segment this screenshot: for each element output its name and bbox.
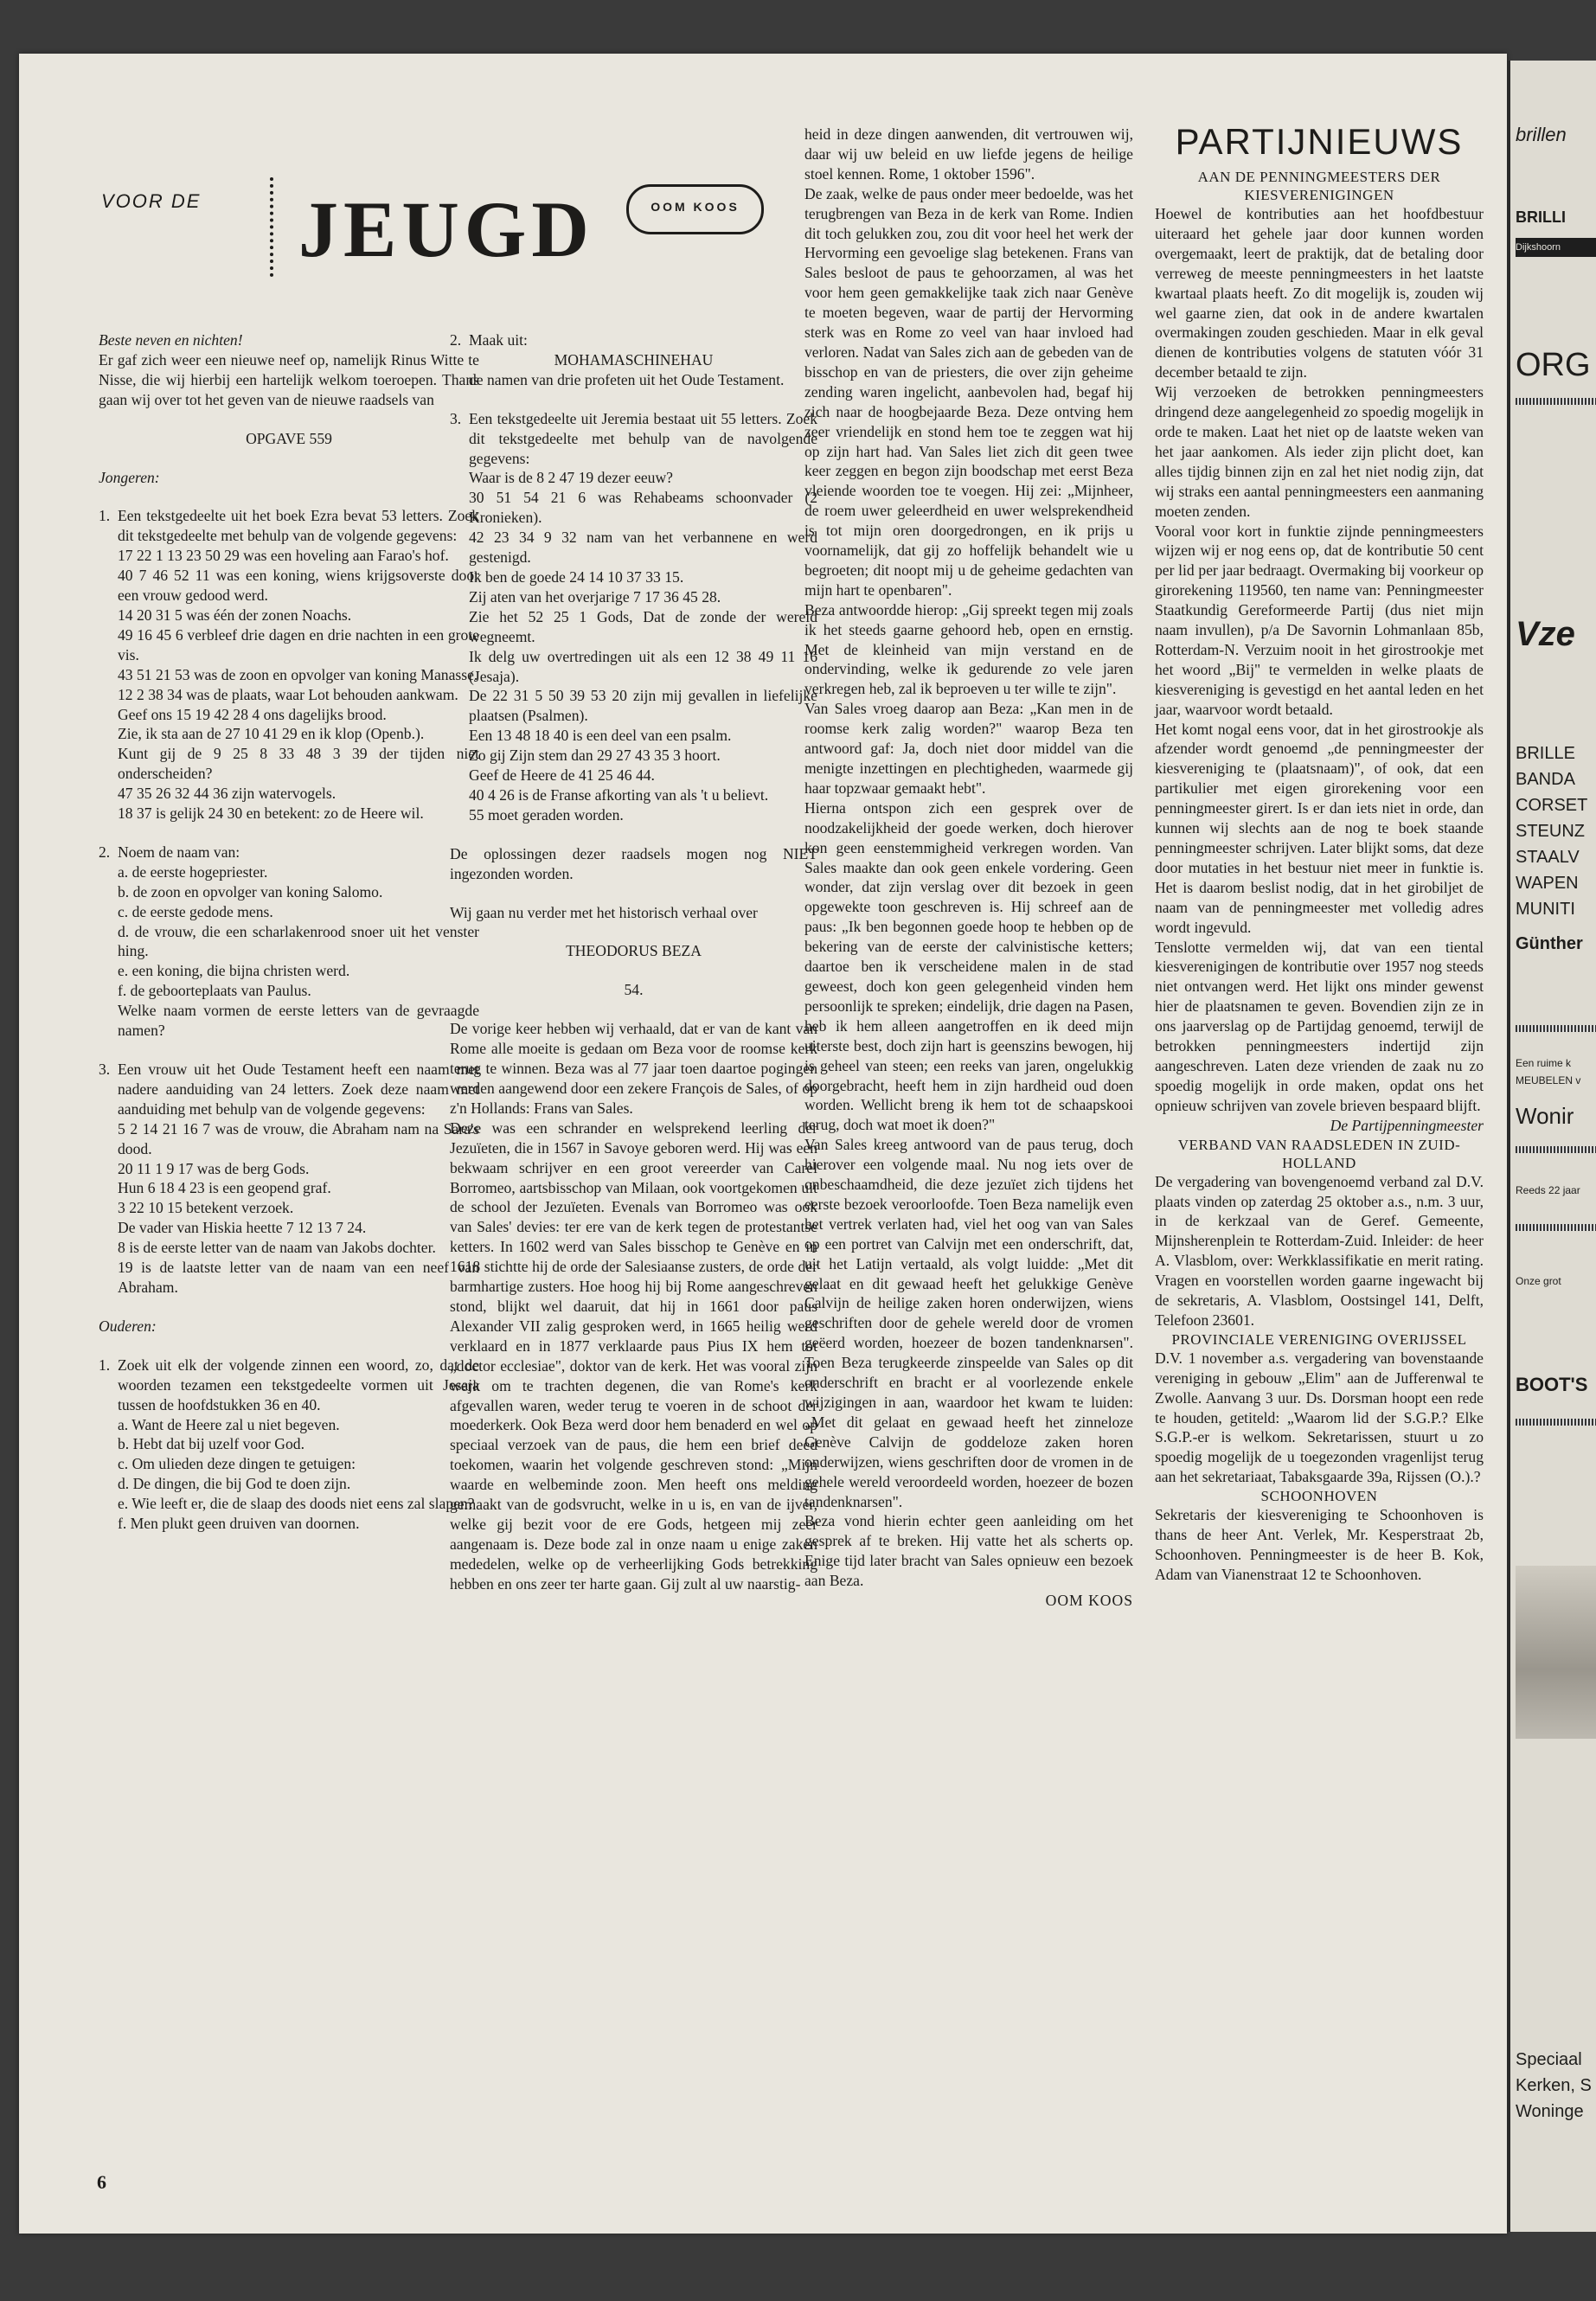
spacer [99, 487, 479, 506]
strip-text: STAALV [1516, 848, 1580, 867]
strip-text: BOOT'S [1516, 1375, 1588, 1394]
item-number: 3. [450, 409, 462, 427]
text-paragraph: 47 35 26 32 44 36 zijn watervogels. [118, 785, 337, 803]
text-paragraph: Geef de Heere de 41 25 46 44. [469, 766, 655, 785]
text-paragraph: c. de eerste gedode mens. [118, 902, 273, 920]
item-text: Een tekstgedeelte uit Jeremia bestaat uit 55 letters. Zoek dit tekstgedeelte met behulp van de navolgende gegevens: [469, 409, 817, 467]
text-paragraph: 17 22 1 13 23 50 29 was een hoveling aan Farao's hof. [118, 547, 449, 565]
text-paragraph: PROVINCIALE VERENIGING OVERIJSSEL [1171, 1330, 1467, 1348]
text-paragraph: Waar is de 8 2 47 19 dezer eeuw? [469, 469, 673, 487]
spacer [99, 1298, 479, 1317]
text-paragraph: a. Want de Heere zal u niet begeven. [118, 1415, 340, 1433]
text-paragraph: Beste neven en nichten! [99, 331, 243, 349]
text-paragraph: Het komt nogal eens voor, dat in het girostrookje als afzender wordt genoemd „de penningmeester der kiesvereniging te (plaatsnaam)", of ook, dat een partikulier met eigen girorekening voor een penningmeester girert. Is er dan iets niet in orde, dan kunnen wij slechts aan de nog te boek staande penningmeester schrijven. Later blijkt soms, dat deze door mutaties in het bestuur niet meer in funktie is. Het is daarom beslist nodig, dat in het girobiljet de naam van de penningmeester met volledig adres wordt ingevuld. [1155, 720, 1484, 936]
strip-text: BRILLI [1516, 208, 1566, 226]
column-1 [99, 330, 479, 1534]
strip-text: MUNITI [1516, 900, 1575, 919]
text-paragraph: MOHAMASCHINEHAU [554, 350, 714, 369]
strip-text: Woninge [1516, 2102, 1584, 2121]
spacer [99, 824, 479, 843]
text-paragraph: De oplossingen dezer raadsels mogen nog NIET ingezonden worden. [450, 844, 817, 882]
text-paragraph: heid in deze dingen aanwenden, dit vertrouwen wij, daar wij uw beleid en uw liefde jegens de heilige stoel kennen. Rome, 1 oktober 1596". [804, 125, 1133, 183]
strip-text: WAPEN [1516, 874, 1579, 893]
item-number: 1. [99, 1356, 111, 1374]
text-paragraph: b. Hebt dat bij uzelf voor God. [118, 1435, 304, 1453]
text-paragraph: Zie het 52 25 1 Gods, Dat de zonde der wereld wegneemt. [469, 607, 817, 645]
strip-rule [1516, 1419, 1596, 1426]
text-paragraph: 18 37 is gelijk 24 30 en betekent: zo de Heere wil. [118, 804, 424, 823]
adjacent-page-strip [1507, 61, 1596, 2232]
text-paragraph: De vorige keer hebben wij verhaald, dat er van de kant van Rome alle moeite is gedaan om Beza voor de roomse kerk terug te winnen. Beza was al 77 jaar toen daartoe pogingen werden aangewend door een zekere François de Sales, of op z'n Hollands: Frans van Sales. [450, 1020, 817, 1117]
text-paragraph: Kunt gij de 9 25 8 33 48 3 39 der tijden niet onderscheiden? [118, 745, 479, 783]
text-paragraph: 12 2 38 34 was de plaats, waar Lot behouden aankwam. [118, 685, 458, 703]
text-paragraph: Zo gij Zijn stem dan 29 27 43 35 3 hoort. [469, 747, 721, 765]
text-paragraph: c. Om ulieden deze dingen te getuigen: [118, 1455, 356, 1473]
spacer [99, 410, 479, 429]
strip-text: Vze [1516, 615, 1575, 653]
text-paragraph: 49 16 45 6 verbleef drie dagen en drie nachten in een grote vis. [118, 625, 479, 663]
strip-text: Dijkshoorn [1516, 238, 1596, 257]
spacer [99, 449, 479, 468]
header-voor-de: VOOR DE [101, 190, 202, 212]
text-paragraph: 5 2 14 21 16 7 was de vrouw, die Abraham nam na Sara's dood. [118, 1119, 479, 1157]
item-number: 3. [99, 1061, 111, 1078]
text-paragraph: 55 moet geraden worden. [469, 805, 624, 824]
strip-text: CORSET [1516, 796, 1588, 815]
author-badge: OOM KOOS [626, 184, 764, 234]
text-paragraph: De zaak, welke de paus onder meer bedoelde, was het terugbrengen van Beza in de kerk van Rome. Indien dit toch gelukken zou, zou dit voor heel het werk der Hervorming een gevoelige slag betekenen. Frans van Sales besloot de paus te gehoorzamen, al was het voor hem geen gemakkelijke taak zich naar Genève te moeten begeven, waar de partij der Hervorming sterk was en Rome zo veel van haar invloed had verloren. Nadat van Sales zich aan de gebeden van de bisschop en van de priesters, die over zijn geheime zending waren ingelicht, aanbevolen had, begaf hij zich naar de hoogbejaarde Beza. Deze ontving hem zeer vriendelijk en stond hem toe te zeggen wat hij op zijn hart had. Van Sales liet zich dit geen twee keer zeggen en begon zijn boodschap met eerst Beza vleiende woorden toe te voegen. Hij zei: „Mijnheer, de roem uwer geleerdheid en uwer welsprekendheid is tot mijn oren doorgedrongen, en ik prijs u voornamelijk, dat gij zo hoffelijk behandelt wie u begroeten; dit noopt mij u de geheime gedachten van mijn hart te openbaren". [804, 184, 1133, 599]
text-paragraph: OPGAVE 559 [246, 429, 332, 447]
text-paragraph: D.V. 1 november a.s. vergadering van bovenstaande vereniging in gebouw „Elim" aan de Jufferenwal te Zwolle. Aanvang 3 uur. Ds. Dorsman hoopt een rede te houden, getiteld: „Waarom lid der S.G.P.? Elke S.G.P.-er is welkom. Sekretarissen, stuurt u zo spoedig mogelijk de u toegezonden vragenlijst terug aan het sekretariaat, Tabaksgaarde 39a, Rijssen (O.).? [1155, 1349, 1484, 1486]
text-paragraph: De vergadering van bovengenoemd verband zal D.V. plaats vinden op zaterdag 25 oktober a.s., n.m. 3 uur, in de kerkzaal van de Geref. Gemeente, Mijnsherenplein te Rotterdam-Zuid. Inleider: de heer A. Vlasblom, over: Werkklassifikatie en merit rating. Vragen en voorstellen worden gaarne ingewacht bij de sekretaris, A. Vlasblom, Oostsingel 141, Delft, Telefoon 23601. [1155, 1172, 1484, 1329]
text-paragraph: 20 11 1 9 17 was de berg Gods. [118, 1159, 310, 1177]
text-paragraph: 3 22 10 15 betekent verzoek. [118, 1199, 294, 1217]
text-paragraph: VERBAND VAN RAADSLEDEN IN ZUID-HOLLAND [1177, 1136, 1461, 1171]
strip-text: Günther [1516, 934, 1583, 953]
strip-text: Reeds 22 jaar [1516, 1184, 1580, 1196]
strip-text: BANDA [1516, 770, 1575, 789]
strip-text: Een ruime k [1516, 1057, 1572, 1069]
text-paragraph: Wij gaan nu verder met het historisch verhaal over [450, 903, 758, 921]
text-paragraph: 19 is de laatste letter van de naam van een neef van Abraham. [118, 1259, 479, 1296]
text-paragraph: Deze was een schrander en welsprekend leerling der Jezuïeten, die in 1567 in Savoye geboren werd. Hij was een bekwaam schrijver en een groot vereerder van Carel Borromeo, aartsbisschop van Milaan, ook voortgekomen uit de school der Jezuïeten. Evenals van Borromeo was ook van Sales' devies: ter ere van de kerk tegen de protestantse ketters. In 1602 werd van Sales bisschop te Genève en in 1618 stichtte hij de orde der Salesiaanse zusters, de orde der barmhartige zusters. Hoe hoog hij bij Rome aangeschreven stond, blijkt wel daaruit, dat hij in 1661 door paus Alexander VII zalig gesproken werd, in 1665 heilig werd verklaard en in 1877 verklaarde paus Pius IX hem tot „doctor ecclesiae", doktor van de kerk. Het was vooral zijn werk om te trachten degenen, die van Rome's kerk afgevallen waren, weder terug te voeren in de schoot der moederkerk. Ook Beza werd door hem benaderd en wel op speciaal verzoek van de paus, die hem een brief deed toekomen, waarin het volgende geschreven stond: „Mijn waarde en welbeminde zoon. Men heeft ons melding gemaakt van de godsvrucht, welke in u is, en van de ijver, welke gij bezit voor de ere Gods, hetgeen mij zeer aangenaam is. Deze bode zal in onze naam u enige zaken mededelen, welke op de verheerlijking Gods betrekking hebben en ons zeer ter harte gaan. Gij zult al uw naarstig- [450, 1118, 817, 1593]
item-text: Een tekstgedeelte uit het boek Ezra bevat 53 letters. Zoek dit tekstgedeelte met behulp van de volgende gegevens: [118, 507, 479, 545]
strip-text: ORG [1516, 347, 1591, 383]
text-paragraph: OOM KOOS [1045, 1592, 1133, 1610]
spacer [450, 961, 817, 980]
text-paragraph: e. Wie leeft er, die de slaap des doods niet eens zal slapen? [118, 1495, 475, 1513]
strip-rule [1516, 1025, 1596, 1032]
text-paragraph [99, 1060, 479, 1119]
text-paragraph: SCHOONHOVEN [1260, 1488, 1378, 1505]
text-paragraph: Jongeren: [99, 468, 160, 486]
strip-text: MEUBELEN v [1516, 1074, 1581, 1086]
text-paragraph: 30 51 54 21 6 was Rehabeams schoonvader (2 Kronieken). [469, 489, 817, 527]
spacer [450, 884, 817, 903]
strip-text: Onze grot [1516, 1275, 1561, 1287]
text-paragraph: 40 7 46 52 11 was een koning, wiens krijgsoverste door een vrouw gedood werd. [118, 567, 479, 605]
text-paragraph: b. de zoon en opvolger van koning Salomo. [118, 882, 383, 901]
header-dotted-divider [270, 177, 273, 277]
page-number: 6 [97, 2171, 106, 2193]
item-number: 1. [99, 507, 111, 525]
spacer [99, 1041, 479, 1060]
text-paragraph: e. een koning, die bijna christen werd. [118, 962, 350, 980]
text-paragraph: Welke naam vormen de eerste letters van de gevraagde namen? [118, 1002, 479, 1040]
text-paragraph: 42 23 34 9 32 nam van het verbannene en werd gestenigd. [469, 529, 817, 567]
column-4 [1155, 121, 1484, 1585]
text-paragraph: a. de eerste hogepriester. [118, 862, 268, 881]
strip-rule [1516, 1224, 1596, 1231]
text-paragraph: f. de geboorteplaats van Paulus. [118, 982, 311, 1000]
text-paragraph: Tenslotte vermelden wij, dat van een tiental kiesverenigingen de kontributie over 1957 nog steeds niet ontvangen werd. Het lijkt ons minder gewenst hier de plaatsnamen te geven. Bovendien zijn ze in ons jaarverslag op de Partijdag genoemd, terwijl de betrokken penningmeesters indertijd zijn aangeschreven. Laten deze vrienden de zaak nu zo spoedig mogelijk in orde maken, opdat ons het opnieuw schrijven van zovele brieven bespaard blijft. [1155, 938, 1484, 1114]
text-paragraph: De vader van Hiskia heette 7 12 13 7 24. [118, 1219, 367, 1237]
spacer [450, 922, 817, 941]
text-paragraph: De 22 31 5 50 39 53 20 zijn mij gevallen in liefelijke plaatsen (Psalmen). [469, 687, 817, 725]
text-paragraph [99, 1356, 479, 1415]
text-paragraph: 43 51 21 53 was de zoon en opvolger van koning Manasse. [118, 665, 478, 683]
text-paragraph: Zie, ik sta aan de 27 10 41 29 en ik klop (Openb.). [118, 725, 425, 743]
text-paragraph: 54. [624, 981, 644, 999]
spacer [450, 825, 817, 844]
item-text: Maak uit: [469, 331, 528, 349]
text-paragraph: Wij verzoeken de betrokken penningmeesters dringend deze aangelegenheid zo spoedig mogelijk in orde te maken. Laat het niet op de laatste weken van het jaar aankomen. Als ieder zijn plicht doet, kan alles tijdig binnen zijn en zal het niet nodig zijn, dat wij straks een aantal penningmeesters een aanmaning moeten zenden. [1155, 383, 1484, 520]
text-paragraph: Van Sales kreeg antwoord van de paus terug, doch hierover een volgende maal. Nu nog iets over de onbeschaamdheid, die deze jezuïet zich tijdens het eerste bezoek veroorloofde. Toen Beza namelijk even het vertrek verlaten had, viel het oog van van Sales op een portret van Calvijn met een onderschrift, dat, uit het Latijn vertaald, als volgt luidde: „Met dit gelaat en dit gewaad heeft het gelukkige Genève Calvijn de heilige zaken horen onderwijzen, wiens geschriften door de gehele wereld door de vromen geëerd worden, hoezeer de bozen tandenknarsen". Toen Beza terugkeerde zinspeelde van Sales op dit onderschrift en bracht er al voorlezende enkele wijzigingen in aan, waardoor het kwam te luiden: „Met dit gelaat en gewaad heeft het zinneloze Genève Calvijn de goddeloze zaken horen onderwijzen, wiens geschriften door de vromen in de gehele wereld veroordeeld worden, hoezeer de bozen tandenknarsen". [804, 1136, 1133, 1510]
text-paragraph [450, 409, 817, 469]
text-paragraph: Beza antwoordde hierop: „Gij spreekt tegen mij zoals ik het steeds gaarne gehoord heb, open en ernstig. Met de kleinheid van mijn verstand en de ondervinding, welke ik gedurende zo vele jaren verkregen heb, zal ik beproeven u ter wille te zijn". [804, 600, 1133, 698]
text-paragraph: Vooral voor kort in funktie zijnde penningmeesters wijzen wij er nog eens op, dat de kontributie 50 cent per lid per jaar bedraagt. Overmaking bij voorkeur op girorekening 119560, ten name van: Penningmeester Staatkundig Gereformeerde Partij (dus niet mijn naam invullen), p/a De Savornin Lohmanlaan 85b, Rotterdam-N. Verzuim nooit in het girostrookje met het woord „Bij" te vermelden in welke plaats de kiesvereniging is gevestigd en het aantal leden en het jaar, waarvoor wordt betaald. [1155, 522, 1484, 718]
text-paragraph: Zij aten van het overjarige 7 17 36 45 28. [469, 587, 721, 606]
header-jeugd: JEUGD [298, 185, 594, 273]
text-paragraph: 14 20 31 5 was één der zonen Noachs. [118, 606, 352, 624]
text-paragraph: De Partijpenningmeester [1330, 1116, 1484, 1134]
item-text: Noem de naam van: [118, 843, 240, 861]
text-paragraph: Geef ons 15 19 42 28 4 ons dagelijks brood. [118, 705, 387, 723]
partijnieuws-body [1155, 168, 1484, 1585]
spacer [99, 1336, 479, 1356]
text-paragraph: Er gaf zich weer een nieuwe neef op, namelijk Rinus Witte te Nisse, die wij hierbij een hartelijk welkom toeroepen. Thans gaan wij over tot het geven van de nieuwe raadsels van [99, 350, 479, 408]
partijnieuws-title: PARTIJNIEUWS [1175, 121, 1464, 162]
text-paragraph [99, 843, 479, 862]
text-paragraph: Ouderen: [99, 1317, 157, 1335]
text-paragraph: AAN DE PENNINGMEESTERS DER KIESVERENIGINGEN [1197, 169, 1441, 203]
text-paragraph: Ik ben de goede 24 14 10 37 33 15. [469, 567, 684, 586]
text-paragraph: Hierna ontspon zich een gesprek over de noodzakelijkheid der goede werken, doch hierover kon geen eenstemmigheid verkregen worden. Van Sales maakte dan ook geen enkele vordering. Geen wonder, dat zijn verslag over dit bezoek in geen opgewekte toon geschreven is. Hij schreef aan de paus: „Ik ben begonnen goede hoop te hebben op de bekering van de eerste der calvinistische ketters; daartoe ben ik verscheidene malen in de stad geweest, doch kon geen gelegenheid vinden hem persoonlijk te spreken; eindelijk, drie dagen na Pasen, heb ik hem alleen aangetroffen en ik deed mijn uiterste best, doch zijn hart is geenszins bewogen, hij is geheel van steen; een reeks van jaren, ongelukkig doorgebracht, heeft hem in zijn hardheid oud doen worden. Wellicht breng ik hem tot de schaapskooi terug, doch wat moet ik doen?" [804, 798, 1133, 1134]
column-3 [804, 125, 1133, 1611]
strip-rule [1516, 1146, 1596, 1153]
text-paragraph [99, 506, 479, 546]
strip-rule [1516, 398, 1596, 405]
item-text: Zoek uit elk der volgende zinnen een woord, zo, dat de woorden tezamen een tekstgedeelte vormen uit Jesaja tussen de hoofdstukken 36 en 40. [118, 1356, 479, 1413]
text-paragraph [450, 330, 817, 350]
strip-text: Wonir [1516, 1103, 1574, 1129]
spacer [450, 1000, 817, 1019]
text-paragraph: de namen van drie profeten uit het Oude Testament. [469, 370, 785, 388]
column-2 [450, 330, 817, 1594]
text-paragraph: 8 is de eerste letter van de naam van Jakobs dochter. [118, 1239, 436, 1257]
text-paragraph: Van Sales vroeg daarop aan Beza: „Kan men in de roomse kerk zalig worden?" waarop Beza ten antwoord gaf: Ja, doch niet door middel van die menigte inzettingen en plechtigheden, waarmede gij haar topzwaar gemaakt hebt". [804, 700, 1133, 797]
text-paragraph: Een 13 48 18 40 is een deel van een psalm. [469, 727, 732, 745]
spacer [450, 390, 817, 409]
text-paragraph: Beza vond hierin echter geen aanleiding om het gesprek af te breken. Hij vatte het als scherts op. Enige tijd later bracht van Sales opnieuw een bezoek aan Beza. [804, 1512, 1133, 1590]
text-paragraph: d. De dingen, die bij God te doen zijn. [118, 1475, 351, 1493]
item-number: 2. [450, 331, 462, 349]
strip-photo [1516, 1566, 1596, 1739]
text-paragraph: 40 4 26 is de Franse afkorting van als 't u believt. [469, 785, 769, 804]
item-text: Een vrouw uit het Oude Testament heeft een naam met nadere aanduiding van 24 letters. Zoek deze naam met aanduiding met behulp van de volgende gegevens: [118, 1061, 479, 1118]
text-paragraph: d. de vrouw, die een scharlakenrood snoer uit het venster hing. [118, 922, 479, 960]
text-paragraph: THEODORUS BEZA [566, 942, 702, 960]
text-paragraph: Ik delg uw overtredingen uit als een 12 38 49 11 16 (Jesaja). [469, 647, 817, 685]
strip-text: Kerken, S [1516, 2076, 1592, 2095]
text-paragraph: Sekretaris der kiesvereniging te Schoonhoven is thans de heer Ant. Verlek, Mr. Kesperstraat 2b, Schoonhoven. Penningmeester is de heer B. Kok, Adam van Vianenstraat 12 te Schoonhoven. [1155, 1506, 1484, 1583]
text-paragraph: Hoewel de kontributies aan het hoofdbestuur uiteraard het gehele jaar door kunnen worden overgemaakt, leert de praktijk, dat de betaling door verreweg de meeste penningmeesters in het laatste kwartaal plaats heeft. Zo dit mogelijk is, zouden wij wel gaarne zien, dat ook in de andere kwartalen overmakingen zouden geschieden. Maar in elk geval dienen de kontributies volgens de statuten vóór 31 december betaald te zijn. [1155, 205, 1484, 381]
strip-text: BRILLE [1516, 744, 1575, 763]
text-paragraph: f. Men plukt geen druiven van doornen. [118, 1515, 360, 1533]
strip-text: brillen [1516, 125, 1567, 144]
text-paragraph: Hun 6 18 4 23 is een geopend graf. [118, 1179, 331, 1197]
strip-text: STEUNZ [1516, 822, 1585, 841]
strip-text: Speciaal [1516, 2050, 1582, 2069]
item-number: 2. [99, 843, 111, 861]
